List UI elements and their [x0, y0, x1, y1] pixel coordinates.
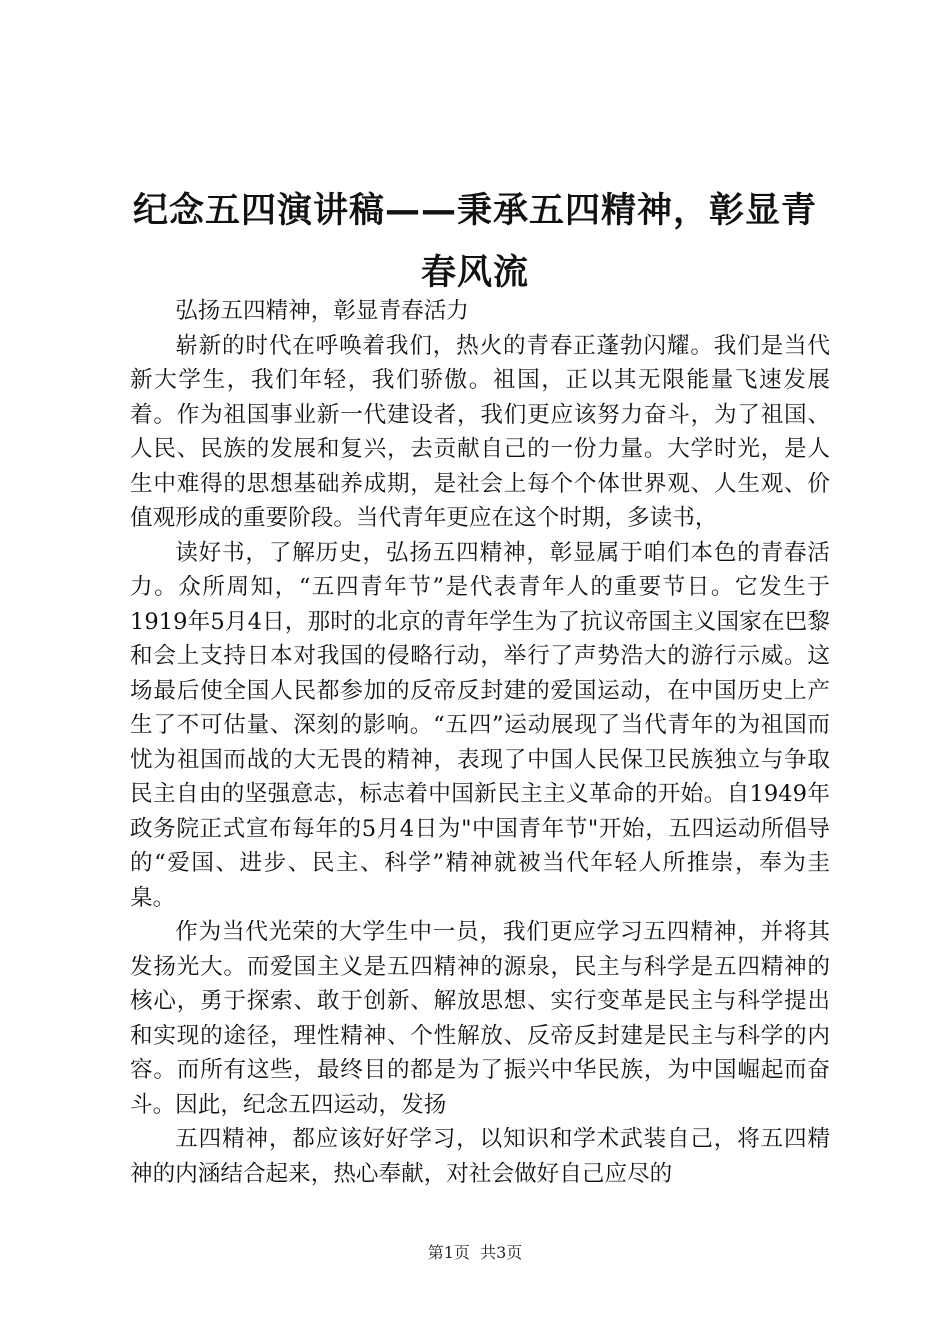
page-total: 共3页 [480, 1243, 523, 1262]
document-body [130, 294, 830, 1191]
page-number: 第1页 [427, 1243, 470, 1262]
paragraph-2: 读好书，了解历史，弘扬五四精神，彰显属于咱们本色的青春活力。众所周知，“五四青年节”是代表青年人的重要节日。它发生于1919年5月4日，那时的北京的青年学生为了抗议帝国主义国家在巴黎和会上支持日本对我国的侵略行动，举行了声势浩大的游行示威。这场最后使全国人民都参加的反帝反封建的爱国运动，在中国历史上产生了不可估量、深刻的影响。“五四”运动展现了当代青年的为祖国而忧为祖国而战的大无畏的精神，表现了中国人民保卫民族独立与争取民主自由的坚强意志，标志着中国新民主主义革命的开始。自1949年政务院正式宣布每年的5月4日为"中国青年节"开始，五四运动所倡导的“爱国、进步、民主、科学”精神就被当代年轻人所推崇，奉为圭臬。 [130, 539, 830, 911]
paragraph-subtitle: 弘扬五四精神，彰显青春活力 [175, 298, 469, 324]
page-footer [0, 1243, 950, 1263]
paragraph-3: 作为当代光荣的大学生中一员，我们更应学习五四精神，并将其发扬光大。而爱国主义是五四精神的源泉，民主与科学是五四精神的核心，勇于探索、敢于创新、解放思想、实行变革是民主与科学提出和实现的途径，理性精神、个性解放、反帝反封建是民主与科学的内容。而所有这些，最终目的都是为了振兴中华民族，为中国崛起而奋斗。因此，纪念五四运动，发扬 [130, 919, 830, 1118]
paragraph-1: 崭新的时代在呼唤着我们，热火的青春正蓬勃闪耀。我们是当代新大学生，我们年轻，我们骄傲。祖国，正以其无限能量飞速发展着。作为祖国事业新一代建设者，我们更应该努力奋斗，为了祖国、人民、民族的发展和复兴，去贡献自己的一份力量。大学时光，是人生中难得的思想基础养成期，是社会上每个个体世界观、人生观、价值观形成的重要阶段。当代青年更应在这个时期，多读书， [130, 332, 830, 531]
paragraph-4: 五四精神，都应该好好学习，以知识和学术武装自己，将五四精神的内涵结合起来，热心奉献，对社会做好自己应尽的 [130, 1126, 830, 1187]
document-title: 纪念五四演讲稿——秉承五四精神，彰显青春风流 [132, 191, 817, 293]
